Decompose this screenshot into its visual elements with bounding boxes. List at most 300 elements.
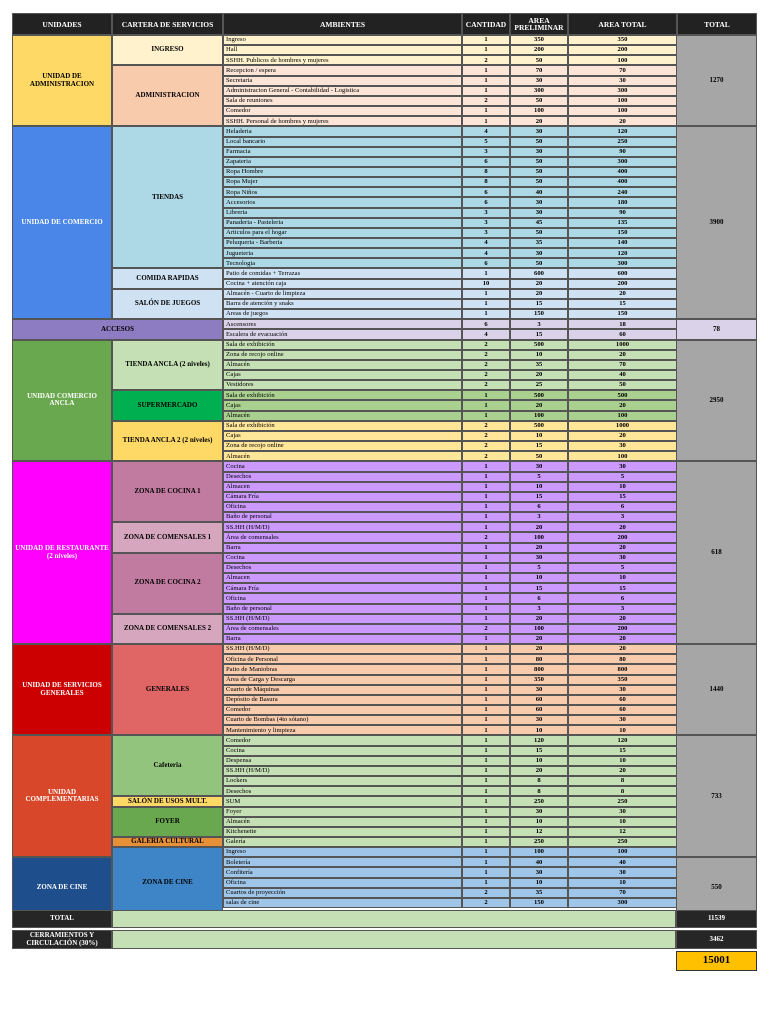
row-cantidad: 1 — [462, 461, 510, 471]
row-area-preliminar: 15 — [510, 583, 568, 593]
row-area-preliminar: 20 — [510, 116, 568, 126]
row-area-preliminar: 50 — [510, 55, 568, 65]
row-area-total: 20 — [568, 289, 677, 299]
row-ambiente: Baño de personal — [223, 604, 462, 614]
unit-name: UNIDAD COMERCIO ANCLA — [12, 340, 112, 462]
row-area-preliminar: 100 — [510, 106, 568, 116]
row-area-total: 12 — [568, 827, 677, 837]
row-area-preliminar: 70 — [510, 65, 568, 75]
row-ambiente: Almacén — [223, 451, 462, 461]
row-cantidad: 1 — [462, 675, 510, 685]
row-ambiente: Barra — [223, 634, 462, 644]
row-cantidad: 1 — [462, 735, 510, 745]
row-area-total: 1000 — [568, 421, 677, 431]
unit-name: ZONA DE CINE — [12, 857, 112, 918]
row-cantidad: 6 — [462, 258, 510, 268]
row-area-total: 100 — [568, 451, 677, 461]
row-ambiente: Desechos — [223, 786, 462, 796]
row-cantidad: 5 — [462, 137, 510, 147]
row-area-preliminar: 50 — [510, 167, 568, 177]
row-area-total: 200 — [568, 532, 677, 542]
row-ambiente: Almacen — [223, 573, 462, 583]
header-cantidad: CANTIDAD — [462, 13, 510, 35]
row-area-total: 15 — [568, 492, 677, 502]
row-area-preliminar: 150 — [510, 898, 568, 908]
row-area-total: 30 — [568, 867, 677, 877]
row-cantidad: 6 — [462, 187, 510, 197]
row-area-preliminar: 15 — [510, 746, 568, 756]
row-cantidad: 1 — [462, 299, 510, 309]
row-area-preliminar: 600 — [510, 268, 568, 278]
service-name: TIENDA ANCLA 2 (2 niveles) — [112, 421, 223, 462]
row-area-preliminar: 100 — [510, 624, 568, 634]
row-ambiente: Comedor — [223, 106, 462, 116]
row-cantidad: 1 — [462, 390, 510, 400]
row-area-total: 90 — [568, 147, 677, 157]
row-area-total: 180 — [568, 197, 677, 207]
row-cantidad: 1 — [462, 512, 510, 522]
row-ambiente: Sala de exhibición — [223, 421, 462, 431]
row-ambiente: Cocina — [223, 461, 462, 471]
row-cantidad: 2 — [462, 360, 510, 370]
service-name: Cafeteria — [112, 735, 223, 796]
row-ambiente: Área de comensales — [223, 624, 462, 634]
row-area-total: 10 — [568, 756, 677, 766]
unit-total: 550 — [676, 857, 757, 918]
row-cantidad: 1 — [462, 76, 510, 86]
row-area-total: 100 — [568, 55, 677, 65]
row-area-total: 140 — [568, 238, 677, 248]
row-area-total: 350 — [568, 675, 677, 685]
row-area-preliminar: 50 — [510, 228, 568, 238]
row-area-preliminar: 30 — [510, 685, 568, 695]
row-area-preliminar: 10 — [510, 350, 568, 360]
row-area-total: 20 — [568, 634, 677, 644]
row-ambiente: Tecnologia — [223, 258, 462, 268]
row-ambiente: Baño de personal — [223, 512, 462, 522]
row-ambiente: Cajas — [223, 431, 462, 441]
row-ambiente: Libreria — [223, 208, 462, 218]
row-area-preliminar: 6 — [510, 593, 568, 603]
row-area-preliminar: 60 — [510, 695, 568, 705]
unit-total: 1440 — [676, 644, 757, 735]
row-area-total: 70 — [568, 360, 677, 370]
cerramientos-label: CERRAMIENTOS Y CIRCULACIÓN (30%) — [12, 930, 112, 949]
row-area-preliminar: 200 — [510, 45, 568, 55]
row-ambiente: Cuarto de Bombas (4to sótano) — [223, 715, 462, 725]
row-area-preliminar: 10 — [510, 725, 568, 735]
unit-total: 3900 — [676, 126, 757, 319]
header-unidades: UNIDADES — [12, 13, 112, 35]
row-area-preliminar: 60 — [510, 705, 568, 715]
row-ambiente: Secretaria — [223, 76, 462, 86]
row-area-total: 135 — [568, 218, 677, 228]
row-area-preliminar: 50 — [510, 96, 568, 106]
row-area-preliminar: 10 — [510, 878, 568, 888]
row-ambiente: Zona de recojo online — [223, 441, 462, 451]
cerramientos-value: 3462 — [676, 930, 757, 949]
row-cantidad: 2 — [462, 441, 510, 451]
row-area-total: 100 — [568, 96, 677, 106]
row-area-total: 50 — [568, 380, 677, 390]
service-name: FOYER — [112, 807, 223, 837]
row-ambiente: Cuartos de proyección — [223, 888, 462, 898]
row-area-preliminar: 30 — [510, 807, 568, 817]
row-area-preliminar: 50 — [510, 157, 568, 167]
row-ambiente: Oficina — [223, 593, 462, 603]
row-area-total: 15 — [568, 583, 677, 593]
row-ambiente: Ingreso — [223, 35, 462, 45]
row-ambiente: Cocina — [223, 553, 462, 563]
row-area-preliminar: 30 — [510, 553, 568, 563]
row-cantidad: 8 — [462, 177, 510, 187]
row-area-preliminar: 30 — [510, 126, 568, 136]
row-area-preliminar: 8 — [510, 786, 568, 796]
row-cantidad: 1 — [462, 492, 510, 502]
service-name: SALÓN DE JUEGOS — [112, 289, 223, 319]
row-area-preliminar: 35 — [510, 360, 568, 370]
row-ambiente: Farmacia — [223, 147, 462, 157]
row-area-preliminar: 20 — [510, 289, 568, 299]
unit-name: UNIDAD DE RESTAURANTE (2 niveles) — [12, 461, 112, 644]
row-ambiente: Sala de exhibición — [223, 390, 462, 400]
row-ambiente: SUM — [223, 796, 462, 806]
row-area-preliminar: 250 — [510, 837, 568, 847]
row-area-total: 30 — [568, 807, 677, 817]
row-ambiente: Galería — [223, 837, 462, 847]
total-value: 11539 — [676, 910, 757, 928]
row-area-preliminar: 30 — [510, 867, 568, 877]
row-area-total: 60 — [568, 705, 677, 715]
row-ambiente: Patio de Maniobras — [223, 664, 462, 674]
row-area-preliminar: 20 — [510, 614, 568, 624]
row-cantidad: 1 — [462, 654, 510, 664]
row-ambiente: Accesorios — [223, 197, 462, 207]
row-area-total: 6 — [568, 593, 677, 603]
row-ambiente: Área de Carga y Descarga — [223, 675, 462, 685]
row-ambiente: Despensa — [223, 756, 462, 766]
row-ambiente: Almacen — [223, 482, 462, 492]
row-area-total: 20 — [568, 522, 677, 532]
row-area-preliminar: 12 — [510, 827, 568, 837]
row-area-total: 60 — [568, 695, 677, 705]
row-cantidad: 2 — [462, 350, 510, 360]
row-ambiente: Oficina — [223, 502, 462, 512]
row-area-total: 200 — [568, 624, 677, 634]
row-ambiente: SS.HH (H/M/D) — [223, 766, 462, 776]
row-area-total: 20 — [568, 431, 677, 441]
row-ambiente: Escalera de evacuación — [223, 329, 462, 339]
row-area-total: 200 — [568, 279, 677, 289]
service-name: GENERALES — [112, 644, 223, 735]
row-cantidad: 2 — [462, 451, 510, 461]
unit-total: 1270 — [676, 35, 757, 126]
row-area-total: 800 — [568, 664, 677, 674]
row-area-total: 100 — [568, 411, 677, 421]
row-area-preliminar: 15 — [510, 329, 568, 339]
row-ambiente: Almacén — [223, 411, 462, 421]
row-cantidad: 1 — [462, 786, 510, 796]
row-area-total: 30 — [568, 461, 677, 471]
row-area-preliminar: 350 — [510, 675, 568, 685]
service-name: ZONA DE COCINA 1 — [112, 461, 223, 522]
service-name: GALERIA CULTURAL — [112, 837, 223, 847]
row-ambiente: Área de comensales — [223, 532, 462, 542]
row-cantidad: 3 — [462, 228, 510, 238]
row-area-preliminar: 150 — [510, 309, 568, 319]
row-ambiente: Kitchenette — [223, 827, 462, 837]
row-area-total: 100 — [568, 106, 677, 116]
row-area-preliminar: 30 — [510, 197, 568, 207]
row-area-preliminar: 20 — [510, 634, 568, 644]
service-name: ZONA DE CINE — [112, 847, 223, 918]
row-area-preliminar: 10 — [510, 431, 568, 441]
header-area-preliminar: AREA PRELIMINAR — [510, 13, 568, 35]
row-area-total: 150 — [568, 228, 677, 238]
row-area-total: 10 — [568, 817, 677, 827]
header-total: TOTAL — [677, 13, 757, 35]
row-area-preliminar: 3 — [510, 512, 568, 522]
row-area-total: 400 — [568, 177, 677, 187]
row-cantidad: 1 — [462, 268, 510, 278]
row-area-total: 600 — [568, 268, 677, 278]
row-area-preliminar: 300 — [510, 86, 568, 96]
row-area-preliminar: 350 — [510, 35, 568, 45]
row-cantidad: 1 — [462, 644, 510, 654]
unit-total: 733 — [676, 735, 757, 857]
row-ambiente: Desechos — [223, 563, 462, 573]
row-area-total: 40 — [568, 370, 677, 380]
row-area-preliminar: 50 — [510, 451, 568, 461]
row-area-total: 5 — [568, 472, 677, 482]
row-area-total: 18 — [568, 319, 677, 329]
row-area-preliminar: 100 — [510, 847, 568, 857]
row-area-total: 15 — [568, 299, 677, 309]
row-area-preliminar: 40 — [510, 187, 568, 197]
row-area-total: 30 — [568, 553, 677, 563]
row-area-preliminar: 20 — [510, 644, 568, 654]
row-area-total: 100 — [568, 847, 677, 857]
row-area-total: 40 — [568, 857, 677, 867]
cerramientos-bar — [112, 930, 676, 949]
row-ambiente: Ropa Mujer — [223, 177, 462, 187]
row-cantidad: 1 — [462, 827, 510, 837]
row-area-total: 300 — [568, 898, 677, 908]
row-ambiente: SS.HH (H/M/D) — [223, 614, 462, 624]
row-area-preliminar: 15 — [510, 492, 568, 502]
row-cantidad: 1 — [462, 411, 510, 421]
row-area-preliminar: 500 — [510, 340, 568, 350]
row-area-preliminar: 20 — [510, 522, 568, 532]
service-name: SALÓN DE USOS MULT. — [112, 796, 223, 806]
row-cantidad: 1 — [462, 857, 510, 867]
row-cantidad: 1 — [462, 309, 510, 319]
row-area-preliminar: 35 — [510, 888, 568, 898]
row-ambiente: Cajas — [223, 370, 462, 380]
row-cantidad: 2 — [462, 380, 510, 390]
row-cantidad: 1 — [462, 705, 510, 715]
row-cantidad: 1 — [462, 522, 510, 532]
row-ambiente: Almacén - Cuarto de limpieza — [223, 289, 462, 299]
row-area-preliminar: 5 — [510, 472, 568, 482]
row-ambiente: Articulos para el hogar — [223, 228, 462, 238]
row-ambiente: Boletería — [223, 857, 462, 867]
row-area-total: 20 — [568, 350, 677, 360]
row-area-total: 30 — [568, 685, 677, 695]
row-area-total: 90 — [568, 208, 677, 218]
row-cantidad: 1 — [462, 472, 510, 482]
header-cartera: CARTERA DE SERVICIOS — [112, 13, 223, 35]
service-name: ADMINISTRACION — [112, 65, 223, 126]
row-cantidad: 1 — [462, 482, 510, 492]
row-ambiente: Cocina + atención caja — [223, 279, 462, 289]
unit-name: ACCESOS — [12, 319, 223, 339]
service-name: ZONA DE COMENSALES 2 — [112, 614, 223, 644]
row-ambiente: Sala de reuniones — [223, 96, 462, 106]
row-ambiente: Cajas — [223, 400, 462, 410]
service-name: ZONA DE COCINA 2 — [112, 553, 223, 614]
row-area-preliminar: 3 — [510, 319, 568, 329]
row-area-preliminar: 30 — [510, 248, 568, 258]
row-area-total: 120 — [568, 126, 677, 136]
row-area-preliminar: 50 — [510, 137, 568, 147]
row-area-total: 300 — [568, 258, 677, 268]
row-area-preliminar: 120 — [510, 735, 568, 745]
row-area-total: 400 — [568, 167, 677, 177]
service-name: COMIDA RAPIDAS — [112, 268, 223, 288]
header-area-total: AREA TOTAL — [568, 13, 677, 35]
row-ambiente: Cámara Fría — [223, 583, 462, 593]
row-area-preliminar: 5 — [510, 563, 568, 573]
row-cantidad: 3 — [462, 218, 510, 228]
row-ambiente: salas de cine — [223, 898, 462, 908]
row-cantidad: 1 — [462, 116, 510, 126]
row-area-preliminar: 20 — [510, 400, 568, 410]
row-ambiente: Foyer — [223, 807, 462, 817]
row-cantidad: 1 — [462, 776, 510, 786]
service-name: INGRESO — [112, 35, 223, 65]
row-area-total: 240 — [568, 187, 677, 197]
row-area-preliminar: 10 — [510, 817, 568, 827]
row-ambiente: Comedor — [223, 735, 462, 745]
row-ambiente: Cámara Fría — [223, 492, 462, 502]
row-area-total: 15 — [568, 746, 677, 756]
row-area-total: 30 — [568, 76, 677, 86]
row-area-preliminar: 30 — [510, 208, 568, 218]
row-area-preliminar: 15 — [510, 441, 568, 451]
row-ambiente: Zona de recojo online — [223, 350, 462, 360]
row-area-total: 1000 — [568, 340, 677, 350]
row-area-total: 20 — [568, 400, 677, 410]
row-ambiente: Vestidores — [223, 380, 462, 390]
row-cantidad: 1 — [462, 817, 510, 827]
row-ambiente: Mantenimiento y limpieza — [223, 725, 462, 735]
row-cantidad: 1 — [462, 796, 510, 806]
row-ambiente: Patio de comidas + Terrazas — [223, 268, 462, 278]
row-cantidad: 2 — [462, 55, 510, 65]
row-area-total: 30 — [568, 441, 677, 451]
row-cantidad: 1 — [462, 289, 510, 299]
row-cantidad: 2 — [462, 431, 510, 441]
row-area-total: 30 — [568, 715, 677, 725]
row-area-total: 20 — [568, 766, 677, 776]
unit-total: 618 — [676, 461, 757, 644]
row-ambiente: Recepcion / espera — [223, 65, 462, 75]
service-name: TIENDA ANCLA (2 niveles) — [112, 340, 223, 391]
row-cantidad: 1 — [462, 573, 510, 583]
row-area-total: 500 — [568, 390, 677, 400]
unit-total: 78 — [676, 319, 757, 339]
row-ambiente: Depósito de Basura — [223, 695, 462, 705]
row-area-preliminar: 3 — [510, 604, 568, 614]
row-cantidad: 1 — [462, 65, 510, 75]
grand-total-value: 15001 — [676, 951, 757, 971]
row-cantidad: 4 — [462, 238, 510, 248]
row-cantidad: 1 — [462, 400, 510, 410]
row-ambiente: Almacén — [223, 360, 462, 370]
row-cantidad: 2 — [462, 340, 510, 350]
row-ambiente: SSHH. Personal de hombres y mujeres — [223, 116, 462, 126]
row-cantidad: 1 — [462, 45, 510, 55]
row-ambiente: SS.HH (H/M/D) — [223, 522, 462, 532]
unit-total: 2950 — [676, 340, 757, 462]
row-area-total: 20 — [568, 543, 677, 553]
unit-name: UNIDAD DE SERVICIOS GENERALES — [12, 644, 112, 735]
row-ambiente: Sala de exhibición — [223, 340, 462, 350]
row-cantidad: 1 — [462, 502, 510, 512]
row-area-total: 20 — [568, 644, 677, 654]
row-area-total: 10 — [568, 725, 677, 735]
row-ambiente: Ropa Niños — [223, 187, 462, 197]
row-cantidad: 1 — [462, 35, 510, 45]
row-ambiente: Desechos — [223, 472, 462, 482]
row-area-preliminar: 10 — [510, 482, 568, 492]
row-cantidad: 2 — [462, 532, 510, 542]
row-cantidad: 4 — [462, 126, 510, 136]
row-ambiente: Hall — [223, 45, 462, 55]
row-cantidad: 6 — [462, 319, 510, 329]
row-area-preliminar: 800 — [510, 664, 568, 674]
row-area-total: 300 — [568, 157, 677, 167]
row-cantidad: 1 — [462, 766, 510, 776]
row-ambiente: Barra — [223, 543, 462, 553]
row-cantidad: 1 — [462, 583, 510, 593]
row-area-total: 250 — [568, 837, 677, 847]
row-cantidad: 2 — [462, 888, 510, 898]
row-cantidad: 1 — [462, 634, 510, 644]
header-ambientes: AMBIENTES — [223, 13, 462, 35]
row-cantidad: 3 — [462, 208, 510, 218]
row-ambiente: Cuarto de Máquinas — [223, 685, 462, 695]
row-area-preliminar: 25 — [510, 380, 568, 390]
row-area-preliminar: 100 — [510, 411, 568, 421]
row-cantidad: 1 — [462, 837, 510, 847]
row-ambiente: Peluqueria - Barberia — [223, 238, 462, 248]
row-area-total: 60 — [568, 329, 677, 339]
row-area-preliminar: 500 — [510, 390, 568, 400]
row-cantidad: 2 — [462, 421, 510, 431]
row-area-total: 20 — [568, 614, 677, 624]
row-area-total: 350 — [568, 35, 677, 45]
row-cantidad: 4 — [462, 248, 510, 258]
row-ambiente: Lockers — [223, 776, 462, 786]
row-area-preliminar: 20 — [510, 543, 568, 553]
row-cantidad: 2 — [462, 96, 510, 106]
row-area-preliminar: 50 — [510, 258, 568, 268]
row-area-total: 10 — [568, 573, 677, 583]
service-name: ZONA DE COMENSALES 1 — [112, 522, 223, 552]
row-ambiente: Zapateria — [223, 157, 462, 167]
